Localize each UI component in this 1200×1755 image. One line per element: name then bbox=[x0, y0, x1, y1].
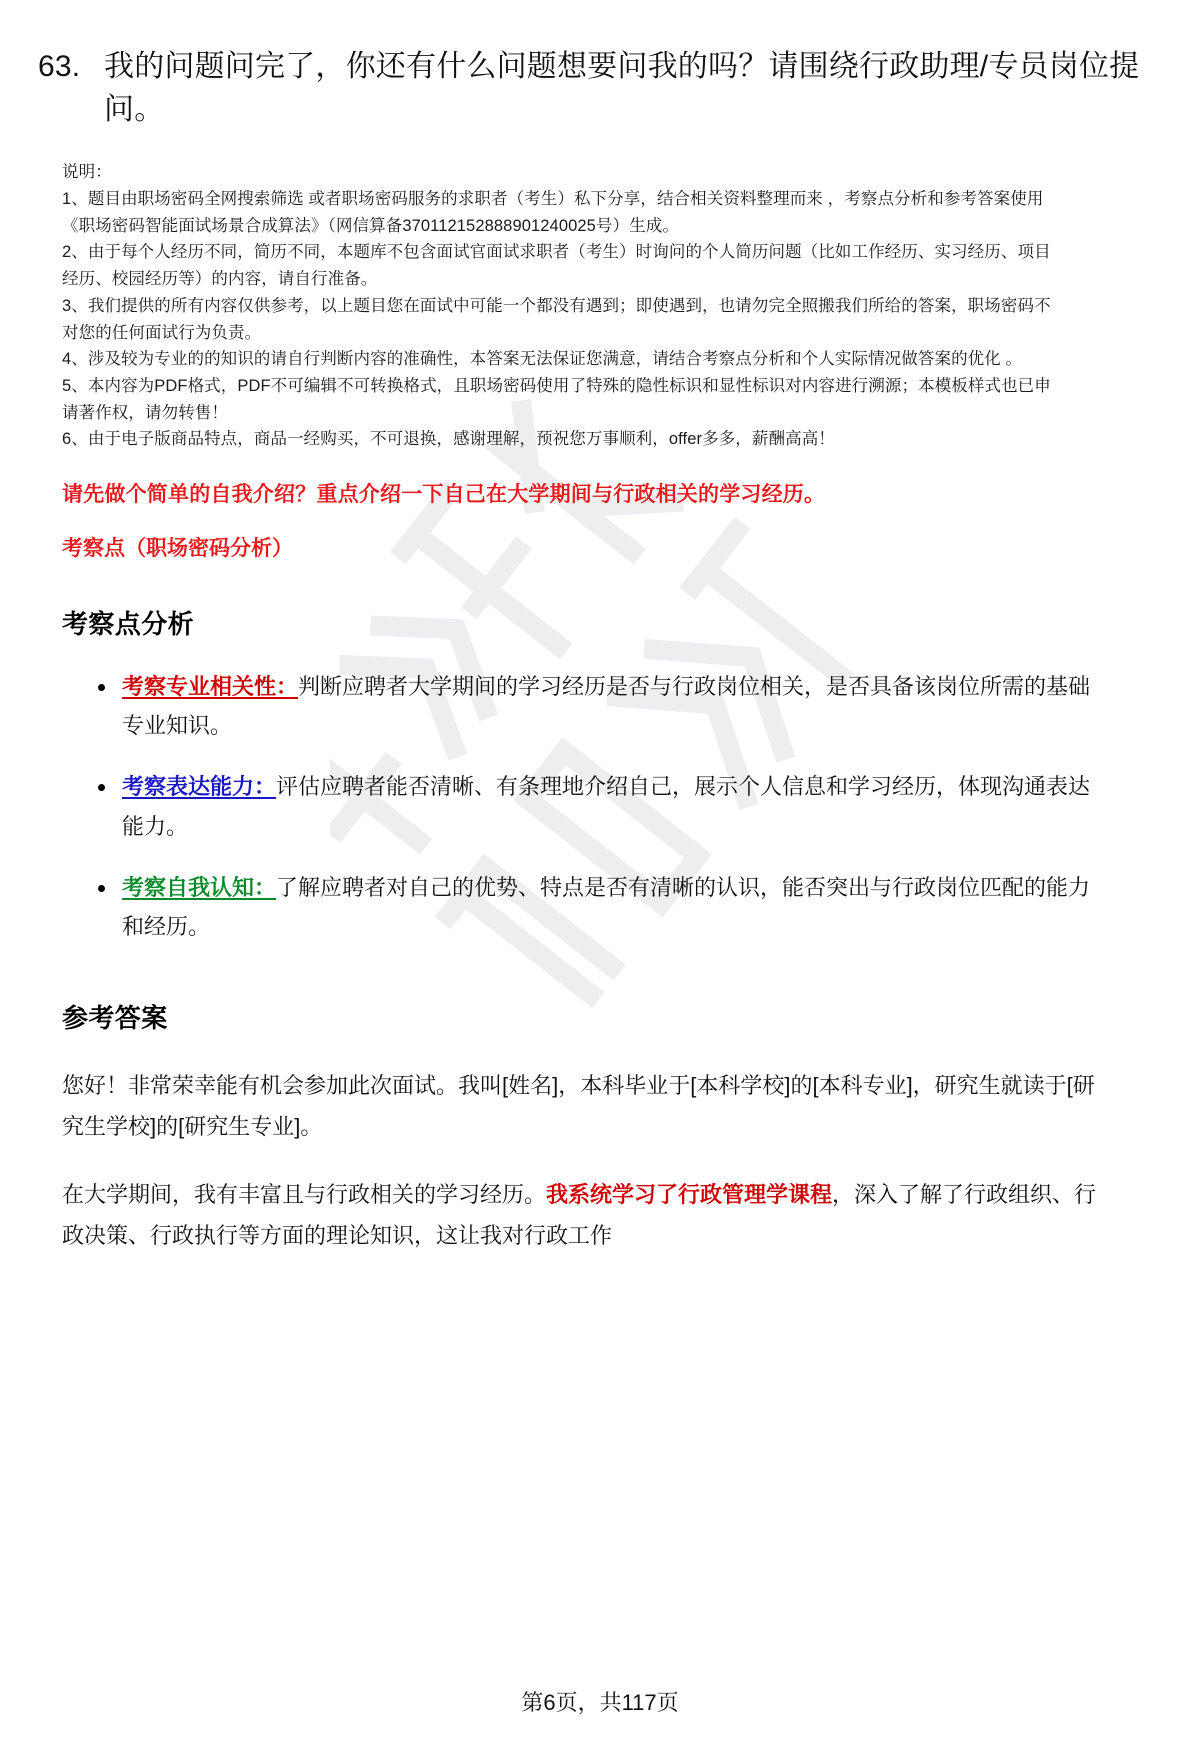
red-question-heading: 请先做个简单的自我介绍？重点介绍一下自己在大学期间与行政相关的学习经历。 bbox=[62, 483, 826, 507]
list-item bbox=[122, 868, 1112, 946]
answer-p1-text: 您好！非常荣幸能有机会参加此次面试。我叫[姓名]，本科毕业于[本科学校]的[本科专业]，研究生就读于[研究生学校]的[研究生专业]。 bbox=[62, 1073, 1095, 1140]
page-footer: 第6页，共117页 bbox=[521, 1690, 679, 1715]
note-item-4: 4、涉及较为专业的的知识的请自行判断内容的准确性，本答案无法保证您满意，请结合考察点分析和个人实际情况做答案的优化 。 bbox=[62, 350, 1023, 369]
note-item-2: 2、由于每个人经历不同，简历不同，本题库不包含面试官面试求职者（考生）时询问的个人简历问题（比如工作经历、实习经历、项目经历、校园经历等）的内容，请自行准备。 bbox=[62, 243, 1051, 289]
analysis-point-list bbox=[0, 667, 1200, 946]
red-subtitle: 考察点（职场密码分析） bbox=[62, 536, 293, 560]
page-title bbox=[0, 0, 1200, 131]
answer-p2-after: ，深入了解了行政组织、行政决策、行政执行等方面的理论知识，这让我对行政工作 bbox=[62, 1181, 1097, 1249]
question-number: 63. bbox=[38, 50, 81, 83]
note-item-5: 5、本内容为PDF格式，PDF不可编辑不可转换格式，且职场密码使用了特殊的隐性标识和显性标识对内容进行溯源；本模板样式也已申请著作权，请勿转售！ bbox=[62, 376, 1051, 422]
analysis-body-3: 了解应聘者对自己的优势、特点是否有清晰的认识，能否突出与行政岗位匹配的能力和经历。 bbox=[122, 874, 1091, 939]
analysis-keyword-3: 考察自我认知： bbox=[122, 874, 277, 900]
list-item bbox=[122, 767, 1112, 845]
analysis-body-2: 评估应聘者能否清晰、有条理地介绍自己，展示个人信息和学习经历，体现沟通表达能力。 bbox=[122, 774, 1091, 839]
answer-section-heading: 参考答案 bbox=[62, 1003, 168, 1034]
list-item bbox=[122, 667, 1112, 745]
answer-p2-before: 在大学期间，我有丰富且与行政相关的学习经历。 bbox=[62, 1181, 547, 1207]
note-block bbox=[0, 159, 1200, 453]
note-item-1: 1、题目由职场密码全网搜索筛选 或者职场密码服务的求职者（考生）私下分享，结合相关资料整理而来 ，考察点分析和参考答案使用《职场密码智能面试场景合成算法》（网信算备370112152888901240025号）生成。 bbox=[62, 189, 1044, 235]
note-heading: 说明： bbox=[62, 163, 112, 182]
note-item-3: 3、我们提供的所有内容仅供参考，以上题目您在面试中可能一个都没有遇到；即使遇到，也请勿完全照搬我们所给的答案，职场密码不对您的任何面试行为负责。 bbox=[62, 296, 1051, 342]
analysis-body-1: 判断应聘者大学期间的学习经历是否与行政岗位相关，是否具备该岗位所需的基础专业知识。 bbox=[122, 674, 1091, 739]
analysis-keyword-1: 考察专业相关性： bbox=[122, 674, 299, 700]
question-text: 我的问题问完了，你还有什么问题想要问我的吗？请围绕行政助理/专员岗位提问。 bbox=[104, 50, 1140, 126]
answer-body bbox=[0, 1065, 1200, 1256]
analysis-section-heading: 考察点分析 bbox=[62, 609, 195, 640]
answer-p2-emphasis: 我系统学习了行政管理学课程 bbox=[546, 1181, 833, 1207]
analysis-keyword-2: 考察表达能力： bbox=[122, 774, 277, 800]
answer-paragraph-2 bbox=[62, 1174, 1108, 1257]
note-item-6: 6、由于电子版商品特点，商品一经购买，不可退换，感谢理解，预祝您万事顺利，offer多多，薪酬高高！ bbox=[62, 430, 835, 449]
answer-paragraph-1 bbox=[62, 1065, 1108, 1148]
